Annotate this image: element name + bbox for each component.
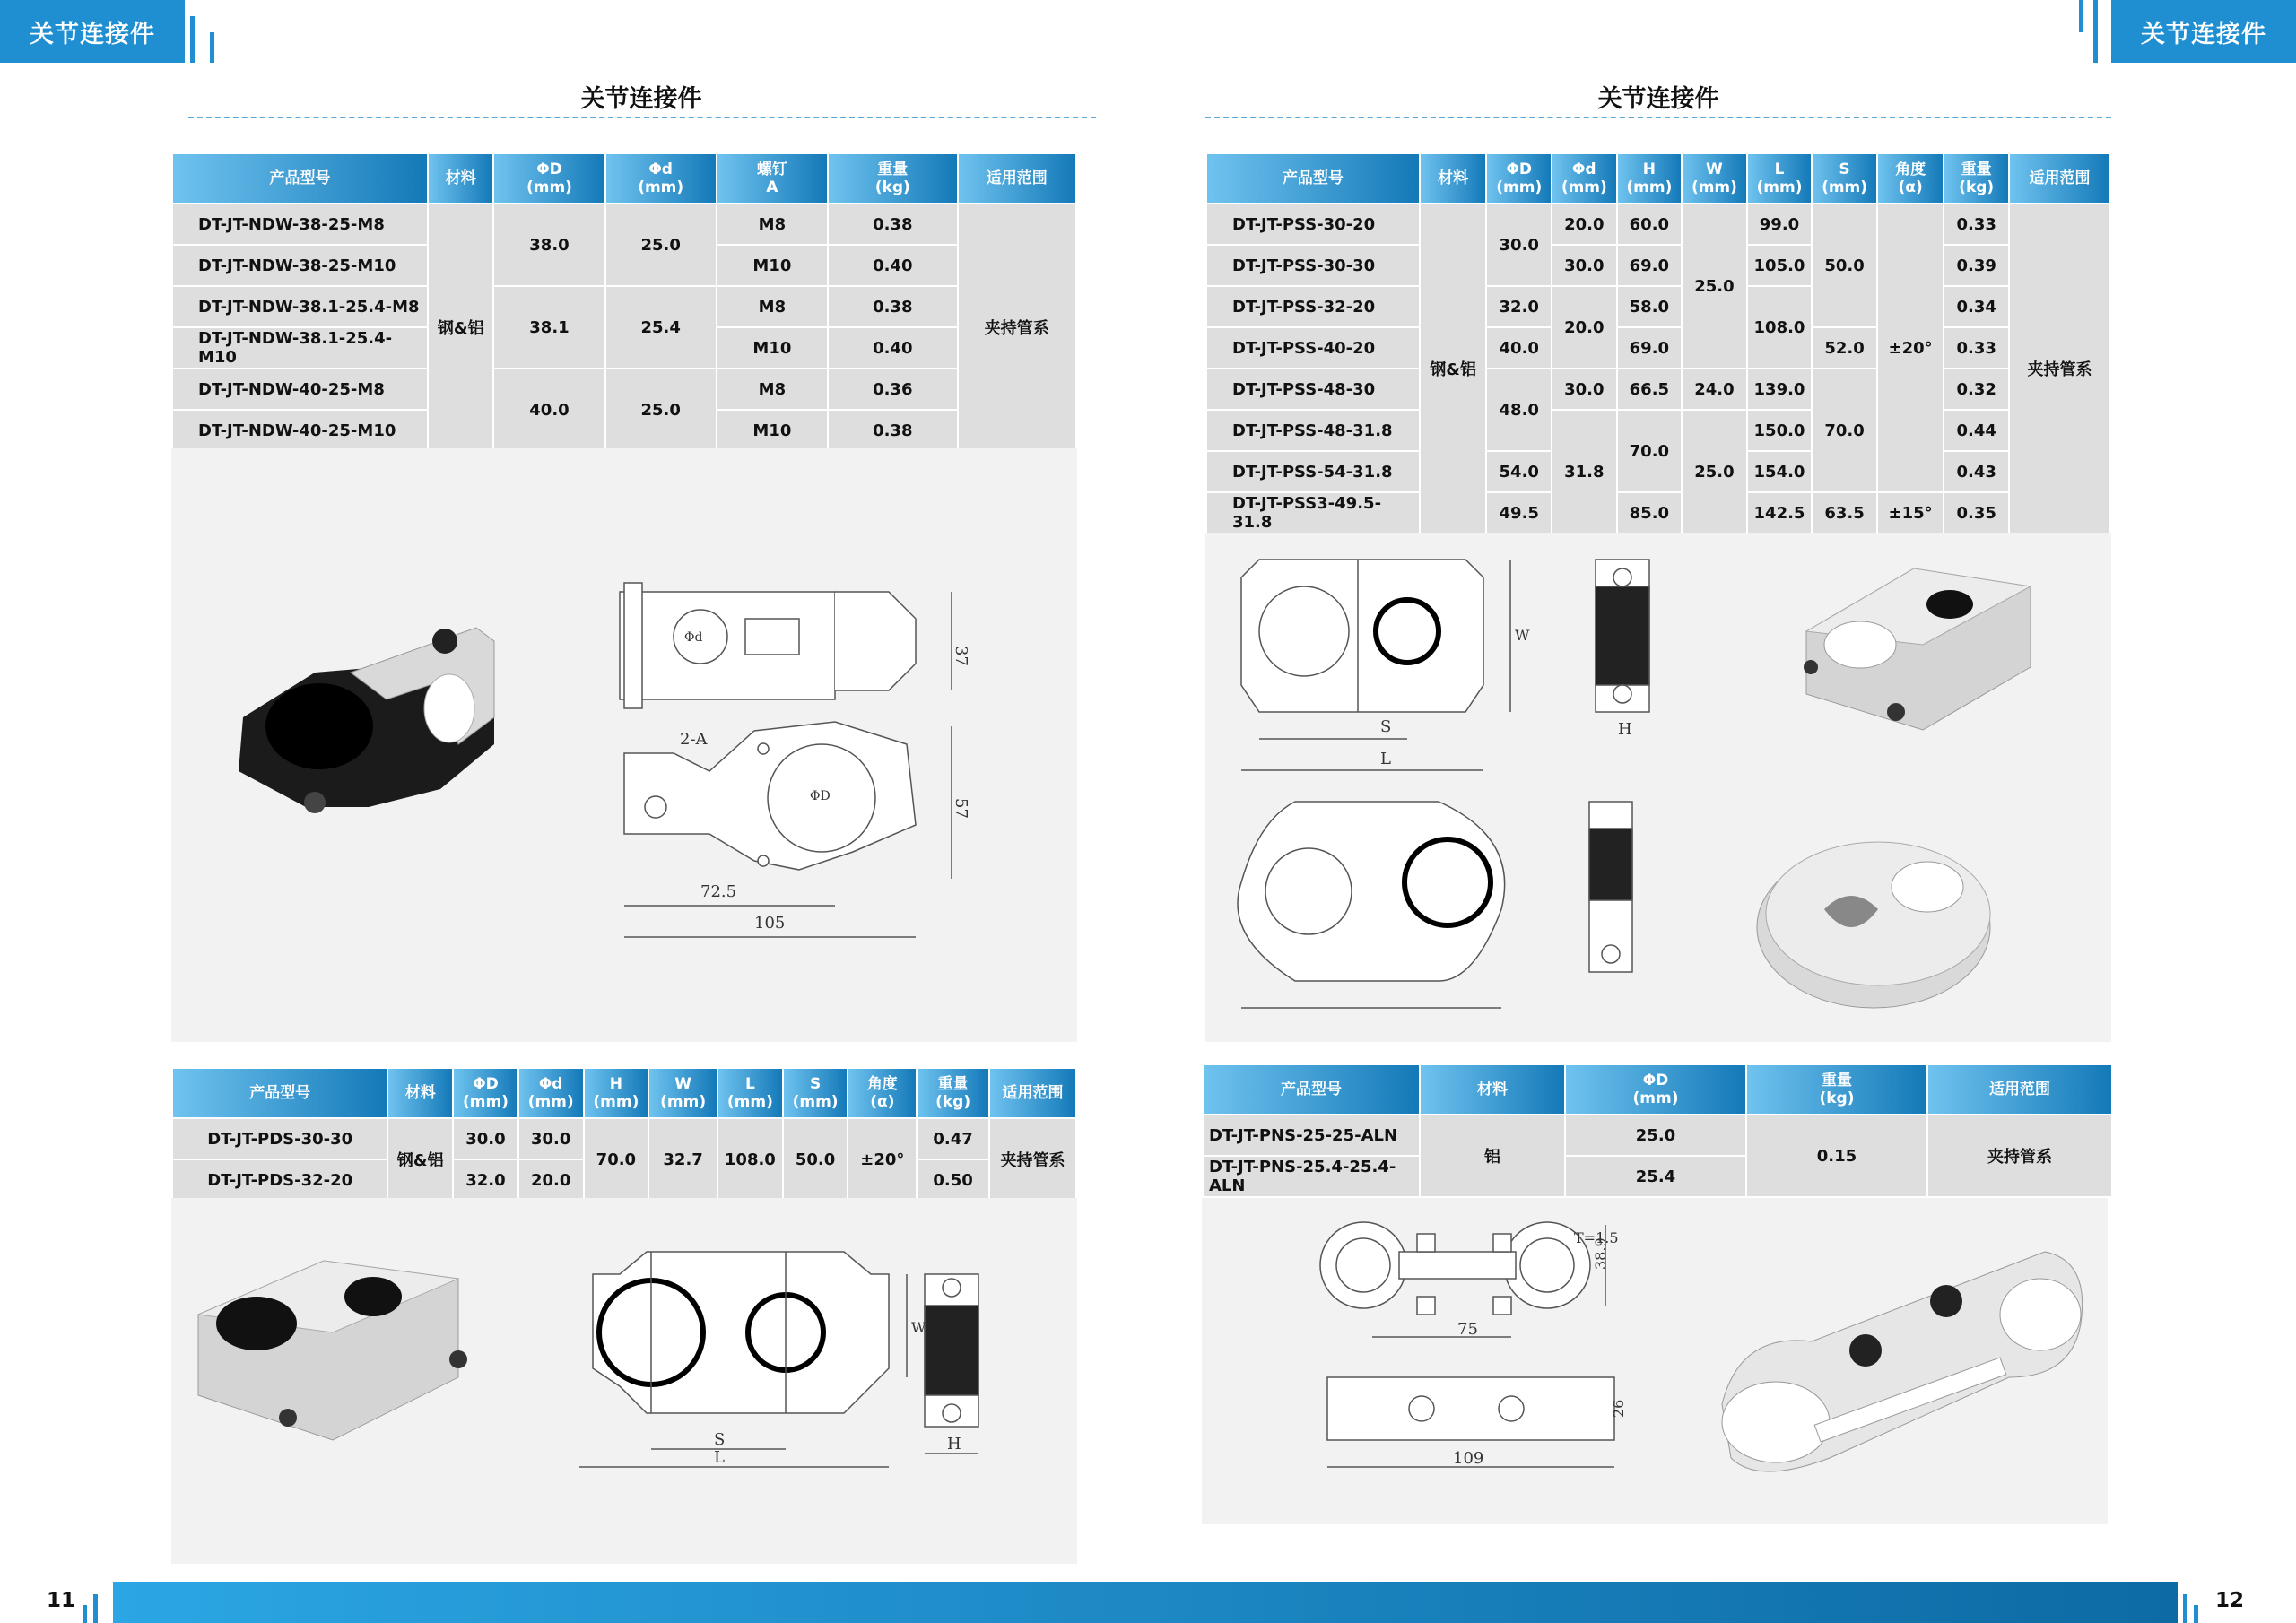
table-row — [1206, 369, 2110, 410]
weight-cell: 0.44 — [1944, 410, 2009, 451]
ndw-spec-table — [171, 152, 1077, 452]
col-header: 角度 (α) — [1877, 153, 1944, 204]
dim-L: L — [1380, 750, 1391, 768]
dim-S: S — [1380, 717, 1392, 736]
D-cell: 38.0 — [493, 204, 604, 286]
model-cell: DT-JT-PDS-32-20 — [172, 1159, 387, 1201]
range-cell: 夹持管系 — [2009, 204, 2110, 534]
d-cell: 25.0 — [605, 369, 717, 451]
screw-cell: M10 — [717, 410, 828, 451]
table-row — [1206, 492, 2110, 534]
col-header: 产品型号 — [172, 1068, 387, 1118]
model-cell: DT-JT-PSS-48-31.8 — [1206, 410, 1420, 451]
D-cell: 25.4 — [1565, 1156, 1746, 1197]
weight-cell: 0.33 — [1944, 327, 2009, 369]
footer-bar — [113, 1582, 2178, 1623]
weight-cell: 0.50 — [917, 1159, 989, 1201]
angle-cell: ±15° — [1877, 492, 1944, 534]
page-number-left: 11 — [47, 1589, 76, 1612]
col-header: 材料 — [1420, 153, 1487, 204]
dim-72-5: 72.5 — [700, 882, 737, 901]
pss-alt-side-view — [1589, 802, 1632, 972]
d-cell: 30.0 — [1552, 369, 1617, 410]
L-cell: 99.0 — [1747, 204, 1813, 245]
header-tag-left: 关节连接件 — [0, 0, 185, 63]
footer-accent-bar — [2194, 1605, 2198, 1623]
table-row — [1206, 245, 2110, 286]
pss-side-view — [1596, 560, 1649, 712]
dim-phi-D: ΦD — [810, 789, 831, 803]
table-header-row — [172, 153, 1076, 204]
d-cell: 20.0 — [1552, 286, 1617, 369]
weight-cell: 0.33 — [1944, 204, 2009, 245]
D-cell: 25.0 — [1565, 1115, 1746, 1156]
ndw-figure-panel — [171, 448, 1077, 1042]
pds-drawing — [171, 1198, 1077, 1564]
pns-spec-table — [1202, 1063, 2113, 1198]
S-cell: 70.0 — [1812, 369, 1877, 492]
weight-cell: 0.43 — [1944, 451, 2009, 492]
weight-cell: 0.35 — [1944, 492, 2009, 534]
weight-cell: 0.40 — [828, 327, 958, 369]
D-cell: 38.1 — [493, 286, 604, 369]
dim-W: W — [1515, 627, 1530, 644]
d-cell: 31.8 — [1552, 410, 1617, 534]
D-cell: 40.0 — [493, 369, 604, 451]
L-cell: 105.0 — [1747, 245, 1813, 286]
D-cell: 40.0 — [1486, 327, 1552, 369]
title-divider — [1205, 117, 2111, 118]
col-header: 适用范围 — [958, 153, 1076, 204]
pns-3d-render-image — [1722, 1252, 2083, 1471]
H-cell: 66.5 — [1617, 369, 1683, 410]
model-cell: DT-JT-PDS-30-30 — [172, 1118, 387, 1159]
dim-75: 75 — [1457, 1320, 1478, 1339]
L-cell: 142.5 — [1747, 492, 1813, 534]
screw-cell: M8 — [717, 286, 828, 327]
ndw-top-view — [620, 583, 952, 708]
dim-L: L — [714, 1448, 725, 1467]
W-cell: 24.0 — [1682, 369, 1747, 410]
material-cell: 铝 — [1420, 1115, 1565, 1197]
dim-57: 57 — [952, 798, 970, 819]
pss-alt-front-view — [1238, 802, 1505, 1008]
col-header: 材料 — [387, 1068, 453, 1118]
col-header: W (mm) — [1682, 153, 1747, 204]
H-cell: 60.0 — [1617, 204, 1683, 245]
pds-figure-panel — [171, 1198, 1077, 1564]
weight-cell: 0.38 — [828, 204, 958, 245]
L-cell: 108.0 — [718, 1118, 783, 1201]
page-number-right: 12 — [2215, 1589, 2245, 1612]
col-header: ΦD (mm) — [493, 153, 604, 204]
dim-H: H — [947, 1435, 961, 1454]
title-divider — [188, 117, 1096, 118]
table-row — [172, 204, 1076, 245]
L-cell: 154.0 — [1747, 451, 1813, 492]
weight-cell: 0.40 — [828, 245, 958, 286]
pss-3d-render-image — [1804, 568, 2031, 730]
weight-cell: 0.39 — [1944, 245, 2009, 286]
pss-spec-table — [1205, 152, 2111, 534]
col-header: 螺钉 A — [717, 153, 828, 204]
col-header: H (mm) — [584, 1068, 649, 1118]
table-row — [172, 369, 1076, 410]
table-row — [1206, 286, 2110, 327]
model-cell: DT-JT-NDW-40-25-M8 — [172, 369, 428, 410]
header-accent-bar — [2093, 0, 2098, 63]
H-cell: 70.0 — [584, 1118, 649, 1201]
screw-cell: M8 — [717, 204, 828, 245]
pss-front-view — [1241, 560, 1510, 770]
S-cell: 50.0 — [1812, 204, 1877, 327]
header-tag-right: 关节连接件 — [2111, 0, 2296, 63]
table-row — [172, 1118, 1076, 1159]
H-cell: 85.0 — [1617, 492, 1683, 534]
dim-W: W — [911, 1319, 926, 1336]
weight-cell: 0.47 — [917, 1118, 989, 1159]
col-header: ΦD (mm) — [1565, 1064, 1746, 1115]
footer-accent-bar — [83, 1605, 87, 1623]
col-header: 产品型号 — [172, 153, 428, 204]
col-header: 重量 (kg) — [1746, 1064, 1927, 1115]
weight-cell: 0.36 — [828, 369, 958, 410]
H-cell: 70.0 — [1617, 410, 1683, 492]
col-header: S (mm) — [783, 1068, 848, 1118]
screw-cell: M10 — [717, 327, 828, 369]
W-cell: 32.7 — [648, 1118, 718, 1201]
col-header: 材料 — [428, 153, 493, 204]
col-header: 适用范围 — [989, 1068, 1076, 1118]
footer-accent-bar — [93, 1594, 98, 1623]
table-header-row — [172, 1068, 1076, 1118]
model-cell: DT-JT-NDW-40-25-M10 — [172, 410, 428, 451]
model-cell: DT-JT-NDW-38.1-25.4-M8 — [172, 286, 428, 327]
dim-26: 26 — [1610, 1399, 1627, 1418]
dim-105: 105 — [754, 914, 786, 933]
col-header: L (mm) — [718, 1068, 783, 1118]
header-accent-bar — [190, 16, 195, 63]
model-cell: DT-JT-PSS-30-20 — [1206, 204, 1420, 245]
D-cell: 30.0 — [453, 1118, 518, 1159]
dim-T: T=1.5 — [1574, 1229, 1619, 1246]
D-cell: 32.0 — [1486, 286, 1552, 327]
range-cell: 夹持管系 — [989, 1118, 1076, 1201]
weight-cell: 0.34 — [1944, 286, 2009, 327]
pss-drawing — [1205, 533, 2111, 1042]
col-header: 适用范围 — [2009, 153, 2110, 204]
col-header: 重量 (kg) — [828, 153, 958, 204]
d-cell: 20.0 — [1552, 204, 1617, 245]
D-cell: 32.0 — [453, 1159, 518, 1201]
table-row — [1206, 410, 2110, 451]
dim-109: 109 — [1453, 1449, 1484, 1468]
screw-cell: M8 — [717, 369, 828, 410]
col-header: L (mm) — [1747, 153, 1813, 204]
D-cell: 49.5 — [1486, 492, 1552, 534]
D-cell: 48.0 — [1486, 369, 1552, 451]
pds-3d-render-image — [198, 1261, 467, 1440]
angle-cell: ±20° — [848, 1118, 917, 1201]
col-header: ΦD (mm) — [453, 1068, 518, 1118]
material-cell: 钢&铝 — [1420, 204, 1487, 534]
d-cell: 30.0 — [518, 1118, 584, 1159]
material-cell: 钢&铝 — [428, 204, 493, 451]
model-cell: DT-JT-NDW-38.1-25.4-M10 — [172, 327, 428, 369]
col-header: S (mm) — [1812, 153, 1877, 204]
S-cell: 50.0 — [783, 1118, 848, 1201]
dim-38-9: 38.9 — [1592, 1237, 1609, 1270]
dim-2A: 2-A — [680, 730, 708, 749]
dim-phi-d: Φd — [684, 630, 703, 645]
weight-cell: 0.38 — [828, 286, 958, 327]
material-cell: 钢&铝 — [387, 1118, 453, 1201]
range-cell: 夹持管系 — [958, 204, 1076, 451]
dim-S: S — [714, 1430, 726, 1449]
ndw-drawing — [171, 448, 1077, 1042]
weight-cell: 0.38 — [828, 410, 958, 451]
col-header: 适用范围 — [1927, 1064, 2112, 1115]
pss-figure-panel — [1205, 533, 2111, 1042]
table-row — [1206, 327, 2110, 369]
model-cell: DT-JT-PNS-25-25-ALN — [1203, 1115, 1420, 1156]
col-header: 重量 (kg) — [917, 1068, 989, 1118]
col-header: Φd (mm) — [518, 1068, 584, 1118]
footer-accent-bar — [2183, 1594, 2187, 1623]
d-cell: 25.0 — [605, 204, 717, 286]
col-header: ΦD (mm) — [1486, 153, 1552, 204]
D-cell: 54.0 — [1486, 451, 1552, 492]
S-cell: 52.0 — [1812, 327, 1877, 369]
model-cell: DT-JT-PSS-30-30 — [1206, 245, 1420, 286]
d-cell: 25.4 — [605, 286, 717, 369]
table-header-row — [1206, 153, 2110, 204]
ndw-front-view — [624, 722, 952, 937]
d-cell: 20.0 — [518, 1159, 584, 1201]
H-cell: 69.0 — [1617, 245, 1683, 286]
W-cell: 25.0 — [1682, 410, 1747, 534]
pns-figure-panel — [1202, 1198, 2108, 1524]
model-cell: DT-JT-NDW-38-25-M10 — [172, 245, 428, 286]
L-cell: 108.0 — [1747, 286, 1813, 369]
H-cell: 58.0 — [1617, 286, 1683, 327]
S-cell: 63.5 — [1812, 492, 1877, 534]
H-cell: 69.0 — [1617, 327, 1683, 369]
col-header: 材料 — [1420, 1064, 1565, 1115]
pds-spec-table — [171, 1067, 1077, 1202]
col-header: Φd (mm) — [1552, 153, 1617, 204]
screw-cell: M10 — [717, 245, 828, 286]
col-header: W (mm) — [648, 1068, 718, 1118]
table-header-row — [1203, 1064, 2112, 1115]
table-row — [1203, 1115, 2112, 1156]
col-header: 重量 (kg) — [1944, 153, 2009, 204]
dim-37: 37 — [952, 646, 970, 666]
page-title: 关节连接件 — [580, 85, 702, 113]
model-cell: DT-JT-PSS-54-31.8 — [1206, 451, 1420, 492]
col-header: Φd (mm) — [605, 153, 717, 204]
pss-alt-3d-render-image — [1757, 842, 1990, 1008]
pds-front-view — [579, 1252, 907, 1467]
pns-drawing — [1202, 1198, 2108, 1524]
model-cell: DT-JT-PSS3-49.5-31.8 — [1206, 492, 1420, 534]
pds-side-view — [925, 1274, 978, 1454]
ndw-3d-render-image — [239, 628, 494, 813]
col-header: 产品型号 — [1206, 153, 1420, 204]
weight-cell: 0.15 — [1746, 1115, 1927, 1197]
model-cell: DT-JT-NDW-38-25-M8 — [172, 204, 428, 245]
col-header: H (mm) — [1617, 153, 1683, 204]
header-accent-bar — [210, 32, 214, 63]
model-cell: DT-JT-PSS-48-30 — [1206, 369, 1420, 410]
col-header: 角度 (α) — [848, 1068, 917, 1118]
page-title: 关节连接件 — [1597, 85, 1719, 113]
range-cell: 夹持管系 — [1927, 1115, 2112, 1197]
table-row — [172, 286, 1076, 327]
col-header: 产品型号 — [1203, 1064, 1420, 1115]
model-cell: DT-JT-PSS-32-20 — [1206, 286, 1420, 327]
d-cell: 30.0 — [1552, 245, 1617, 286]
model-cell: DT-JT-PNS-25.4-25.4-ALN — [1203, 1156, 1420, 1197]
header-accent-bar — [2079, 0, 2083, 32]
dim-H: H — [1618, 720, 1632, 739]
D-cell: 30.0 — [1486, 204, 1552, 286]
model-cell: DT-JT-PSS-40-20 — [1206, 327, 1420, 369]
table-row — [1206, 204, 2110, 245]
L-cell: 139.0 — [1747, 369, 1813, 410]
W-cell: 25.0 — [1682, 204, 1747, 369]
angle-cell: ±20° — [1877, 204, 1944, 492]
L-cell: 150.0 — [1747, 410, 1813, 451]
weight-cell: 0.32 — [1944, 369, 2009, 410]
